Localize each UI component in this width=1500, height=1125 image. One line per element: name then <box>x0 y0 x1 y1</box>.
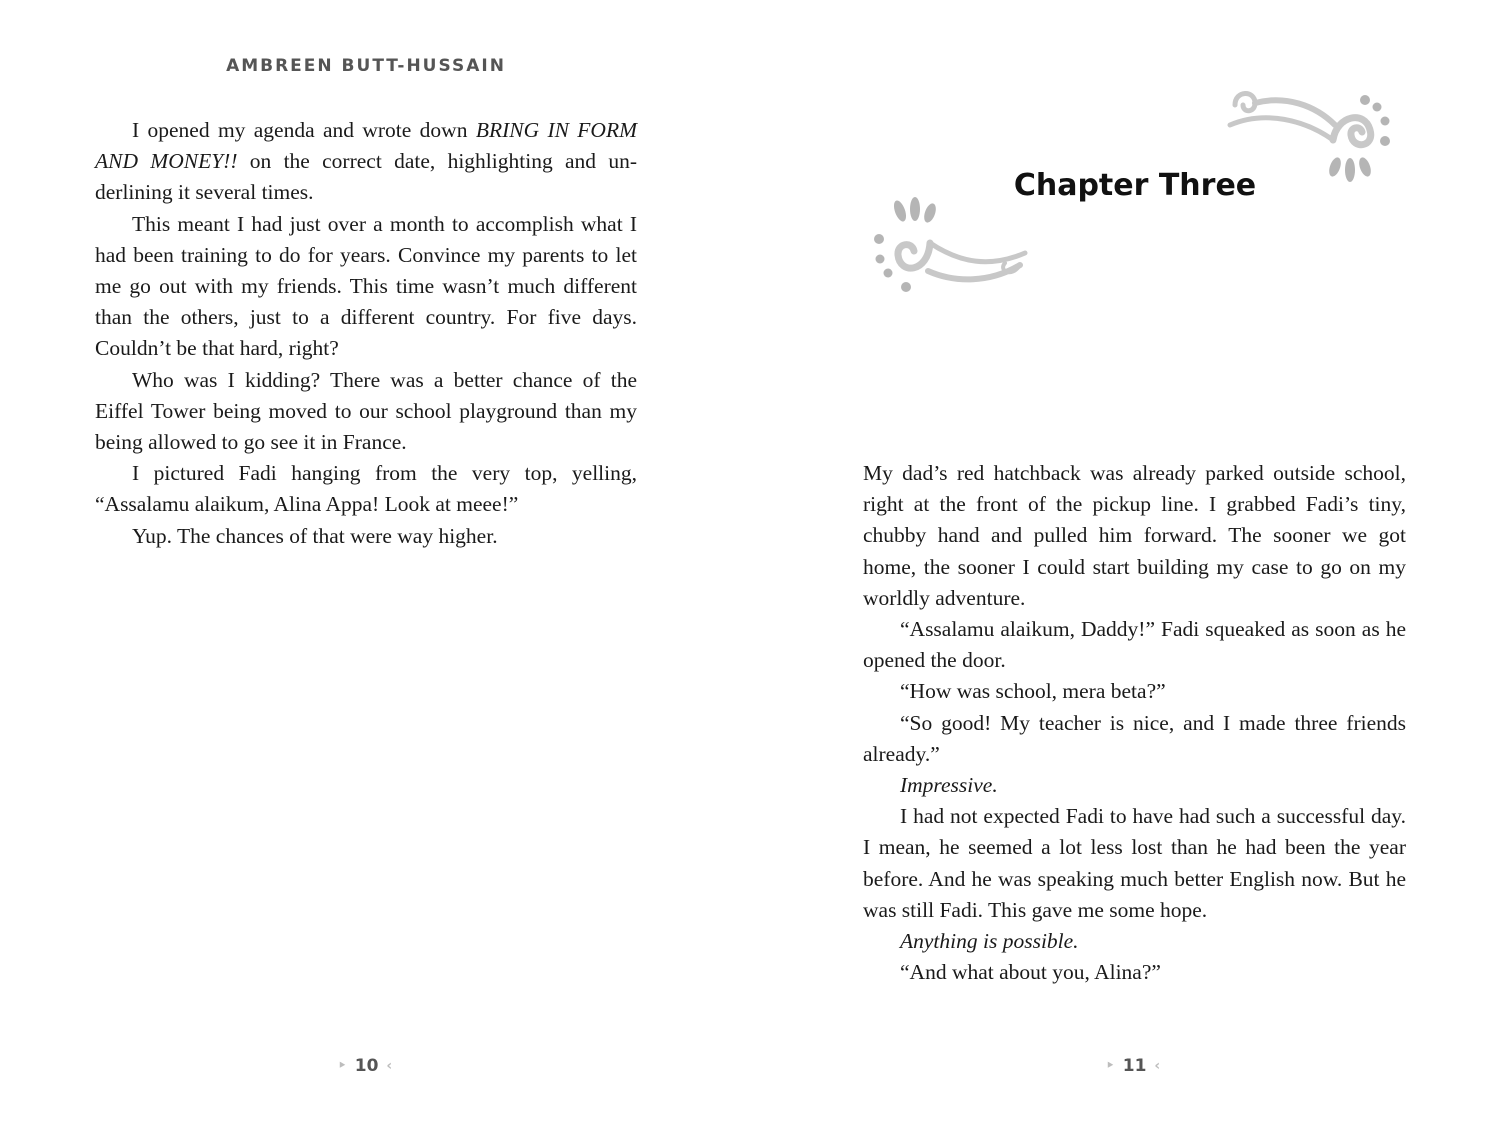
right-p7-emphasis: Anything is possible. <box>900 929 1079 954</box>
right-paragraph-6: I had not expected Fadi to have had such a successful day. I mean, he seemed a lot less lost than he had been the year before. And he was speaking much better English now. But he was still Fadi. This gave me some hope. <box>863 804 1406 922</box>
swirl-ornament-bottom-icon <box>870 193 1030 298</box>
right-p5-emphasis: Impressive. <box>900 773 998 798</box>
page-number-right-value: 11 <box>1122 1056 1147 1076</box>
right-paragraph-4: “So good! My teacher is nice, and I made three friends already.” <box>863 710 1406 766</box>
page-number-left-value: 10 <box>354 1056 379 1076</box>
left-p1-text-b: on the correct date, highlighting and underlining it several times. <box>95 149 638 205</box>
left-body-text <box>95 115 637 552</box>
folio-arrow-left-icon: ‹ <box>1154 1058 1161 1074</box>
folio-arrow-right-icon: ‣ <box>337 1058 347 1074</box>
right-body-text <box>863 458 1406 988</box>
folio-arrow-right-icon: ‣ <box>1105 1058 1115 1074</box>
left-p1-emphasis: BRING IN FORM AND MONEY!! <box>95 118 638 174</box>
page-number-left <box>305 1056 425 1076</box>
right-paragraph-2: “Assalamu alaikum, Daddy!” Fadi squeaked as soon as he opened the door. <box>863 617 1406 673</box>
right-paragraph-7 <box>863 926 1406 957</box>
running-head: AMBREEN BUTT-HUSSAIN <box>226 56 506 76</box>
right-paragraph-5 <box>863 770 1406 801</box>
right-paragraph-8: “And what about you, Alina?” <box>900 960 1161 985</box>
left-paragraph-5: Yup. The chances of that were way higher. <box>132 523 498 548</box>
left-paragraph-1 <box>95 115 637 209</box>
left-paragraph-4: I pictured Fadi hanging from the very top, yelling, “Assalamu alaikum, Alina Appa! Look at meee!” <box>95 461 637 517</box>
right-paragraph-3: “How was school, mera beta?” <box>900 679 1166 704</box>
right-paragraph-1: My dad’s red hatchback was already parked outside school, right at the front of the pickup line. I grabbed Fadi’s tiny, chubby hand and pulled him forward. The sooner we got home, the sooner I could start building my case to go on my worldly adventure. <box>863 461 1406 610</box>
right-page <box>750 0 1500 1125</box>
chapter-title: Chapter Three <box>1013 168 1257 203</box>
folio-arrow-left-icon: ‹ <box>386 1058 393 1074</box>
left-p1-text-a: I opened my agenda and wrote down <box>132 118 476 142</box>
page-number-right <box>1073 1056 1193 1076</box>
left-paragraph-3: Who was I kidding? There was a better chance of the Eiffel Tower being moved to our school playground than my being allowed to go see it in France. <box>95 367 637 455</box>
left-paragraph-2: This meant I had just over a month to accomplish what I had been training to do for years. Convince my parents to let me go out with my friends. This time wasn’t much different than the others, just to a different country. For five days. Couldn’t be that hard, right? <box>95 211 637 361</box>
